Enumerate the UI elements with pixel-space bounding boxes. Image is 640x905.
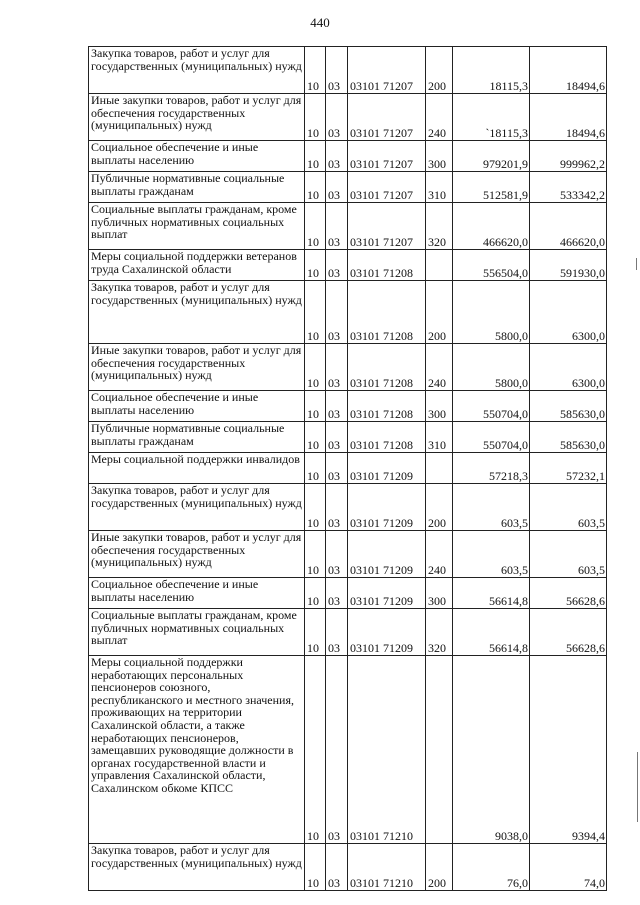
- amount-year-1: 5800,0: [453, 344, 530, 391]
- target-article-code: 03101 71209: [348, 609, 426, 656]
- amount-year-2: 603,5: [530, 531, 607, 578]
- amount-year-1: 18115,3: [453, 47, 530, 94]
- section-code: 10: [305, 94, 326, 141]
- expense-type-code: 300: [426, 578, 453, 609]
- amount-year-2: 9394,4: [530, 656, 607, 844]
- budget-table-body: [89, 47, 607, 891]
- target-article-code: 03101 71208: [348, 281, 426, 344]
- target-article-code: 03101 71208: [348, 344, 426, 391]
- amount-year-2: 6300,0: [530, 281, 607, 344]
- subsection-code: 03: [326, 281, 348, 344]
- scan-artifact: [636, 258, 637, 270]
- table-row: [89, 47, 607, 94]
- amount-year-1: 56614,8: [453, 609, 530, 656]
- subsection-code: 03: [326, 844, 348, 891]
- amount-year-1: 5800,0: [453, 281, 530, 344]
- subsection-code: 03: [326, 484, 348, 531]
- item-name: Меры социальной поддержки неработающих персональных пенсионеров союзного, республиканского и местного значения, проживающих на территории Сахалинской области, а также неработающих пенсионеров, замещавших руководящие должности в органах государственной власти и управления Сахалинской области, Сахалинском обкоме КПСС: [89, 656, 305, 844]
- item-name: Иные закупки товаров, работ и услуг для обеспечения государственных (муниципальных) нужд: [89, 94, 305, 141]
- subsection-code: 03: [326, 531, 348, 578]
- table-row: [89, 172, 607, 203]
- subsection-code: 03: [326, 250, 348, 281]
- section-code: 10: [305, 844, 326, 891]
- amount-year-2: 56628,6: [530, 578, 607, 609]
- target-article-code: 03101 71208: [348, 422, 426, 453]
- subsection-code: 03: [326, 453, 348, 484]
- amount-year-1: 9038,0: [453, 656, 530, 844]
- amount-year-1: 603,5: [453, 531, 530, 578]
- item-name: Публичные нормативные социальные выплаты гражданам: [89, 172, 305, 203]
- expense-type-code: 200: [426, 281, 453, 344]
- target-article-code: 03101 71208: [348, 391, 426, 422]
- amount-year-2: 533342,2: [530, 172, 607, 203]
- amount-year-2: 585630,0: [530, 391, 607, 422]
- subsection-code: 03: [326, 47, 348, 94]
- expense-type-code: 320: [426, 203, 453, 250]
- subsection-code: 03: [326, 578, 348, 609]
- section-code: 10: [305, 344, 326, 391]
- expense-type-code: 320: [426, 609, 453, 656]
- section-code: 10: [305, 578, 326, 609]
- item-name: Публичные нормативные социальные выплаты гражданам: [89, 422, 305, 453]
- subsection-code: 03: [326, 94, 348, 141]
- expense-type-code: 300: [426, 141, 453, 172]
- amount-year-1: 556504,0: [453, 250, 530, 281]
- table-row: [89, 250, 607, 281]
- table-row: [89, 344, 607, 391]
- amount-year-2: 18494,6: [530, 94, 607, 141]
- section-code: 10: [305, 141, 326, 172]
- amount-year-2: 585630,0: [530, 422, 607, 453]
- target-article-code: 03101 71207: [348, 172, 426, 203]
- item-name: Иные закупки товаров, работ и услуг для обеспечения государственных (муниципальных) нужд: [89, 344, 305, 391]
- expense-type-code: 300: [426, 391, 453, 422]
- amount-year-2: 56628,6: [530, 609, 607, 656]
- target-article-code: 03101 71209: [348, 578, 426, 609]
- item-name: Закупка товаров, работ и услуг для государственных (муниципальных) нужд: [89, 844, 305, 891]
- amount-year-2: 466620,0: [530, 203, 607, 250]
- section-code: 10: [305, 453, 326, 484]
- section-code: 10: [305, 531, 326, 578]
- target-article-code: 03101 71209: [348, 484, 426, 531]
- expense-type-code: 200: [426, 484, 453, 531]
- section-code: 10: [305, 203, 326, 250]
- subsection-code: 03: [326, 172, 348, 203]
- target-article-code: 03101 71207: [348, 94, 426, 141]
- expense-type-code: 200: [426, 844, 453, 891]
- table-row: [89, 844, 607, 891]
- amount-year-1: 550704,0: [453, 422, 530, 453]
- item-name: Закупка товаров, работ и услуг для государственных (муниципальных) нужд: [89, 47, 305, 94]
- table-row: [89, 531, 607, 578]
- section-code: 10: [305, 422, 326, 453]
- target-article-code: 03101 71210: [348, 844, 426, 891]
- item-name: Социальное обеспечение и иные выплаты населению: [89, 141, 305, 172]
- item-name: Закупка товаров, работ и услуг для государственных (муниципальных) нужд: [89, 281, 305, 344]
- amount-year-2: 591930,0: [530, 250, 607, 281]
- expense-type-code: 310: [426, 422, 453, 453]
- subsection-code: 03: [326, 656, 348, 844]
- amount-year-1: 512581,9: [453, 172, 530, 203]
- target-article-code: 03101 71208: [348, 250, 426, 281]
- section-code: 10: [305, 484, 326, 531]
- subsection-code: 03: [326, 344, 348, 391]
- amount-year-1: 56614,8: [453, 578, 530, 609]
- table-row: [89, 391, 607, 422]
- expense-type-code: [426, 250, 453, 281]
- amount-year-1: 603,5: [453, 484, 530, 531]
- subsection-code: 03: [326, 141, 348, 172]
- section-code: 10: [305, 281, 326, 344]
- table-row: [89, 609, 607, 656]
- item-name: Социальное обеспечение и иные выплаты населению: [89, 391, 305, 422]
- table-row: [89, 422, 607, 453]
- amount-year-1: `18115,3: [453, 94, 530, 141]
- expense-type-code: 240: [426, 94, 453, 141]
- section-code: 10: [305, 609, 326, 656]
- table-row: [89, 94, 607, 141]
- table-row: [89, 484, 607, 531]
- target-article-code: 03101 71207: [348, 203, 426, 250]
- table-row: [89, 453, 607, 484]
- table-row: [89, 281, 607, 344]
- amount-year-1: 57218,3: [453, 453, 530, 484]
- table-row: [89, 578, 607, 609]
- amount-year-2: 6300,0: [530, 344, 607, 391]
- item-name: Закупка товаров, работ и услуг для государственных (муниципальных) нужд: [89, 484, 305, 531]
- expense-type-code: 200: [426, 47, 453, 94]
- subsection-code: 03: [326, 391, 348, 422]
- table-row: [89, 203, 607, 250]
- item-name: Социальные выплаты гражданам, кроме публичных нормативных социальных выплат: [89, 609, 305, 656]
- scan-artifact: [637, 752, 638, 822]
- target-article-code: 03101 71207: [348, 141, 426, 172]
- target-article-code: 03101 71210: [348, 656, 426, 844]
- amount-year-2: 603,5: [530, 484, 607, 531]
- expense-type-code: 310: [426, 172, 453, 203]
- item-name: Социальные выплаты гражданам, кроме публичных нормативных социальных выплат: [89, 203, 305, 250]
- amount-year-1: 76,0: [453, 844, 530, 891]
- section-code: 10: [305, 47, 326, 94]
- section-code: 10: [305, 656, 326, 844]
- amount-year-1: 466620,0: [453, 203, 530, 250]
- target-article-code: 03101 71209: [348, 453, 426, 484]
- page-number: 440: [310, 15, 330, 30]
- expense-type-code: 240: [426, 531, 453, 578]
- expense-type-code: 240: [426, 344, 453, 391]
- table-row: [89, 141, 607, 172]
- item-name: Иные закупки товаров, работ и услуг для обеспечения государственных (муниципальных) нужд: [89, 531, 305, 578]
- amount-year-2: 18494,6: [530, 47, 607, 94]
- subsection-code: 03: [326, 203, 348, 250]
- expense-type-code: [426, 656, 453, 844]
- amount-year-2: 57232,1: [530, 453, 607, 484]
- table-row: [89, 656, 607, 844]
- target-article-code: 03101 71207: [348, 47, 426, 94]
- amount-year-2: 74,0: [530, 844, 607, 891]
- target-article-code: 03101 71209: [348, 531, 426, 578]
- budget-table: [88, 46, 607, 891]
- subsection-code: 03: [326, 609, 348, 656]
- section-code: 10: [305, 250, 326, 281]
- expense-type-code: [426, 453, 453, 484]
- section-code: 10: [305, 172, 326, 203]
- amount-year-1: 550704,0: [453, 391, 530, 422]
- amount-year-1: 979201,9: [453, 141, 530, 172]
- item-name: Меры социальной поддержки инвалидов: [89, 453, 305, 484]
- subsection-code: 03: [326, 422, 348, 453]
- item-name: Меры социальной поддержки ветеранов труда Сахалинской области: [89, 250, 305, 281]
- section-code: 10: [305, 391, 326, 422]
- item-name: Социальное обеспечение и иные выплаты населению: [89, 578, 305, 609]
- amount-year-2: 999962,2: [530, 141, 607, 172]
